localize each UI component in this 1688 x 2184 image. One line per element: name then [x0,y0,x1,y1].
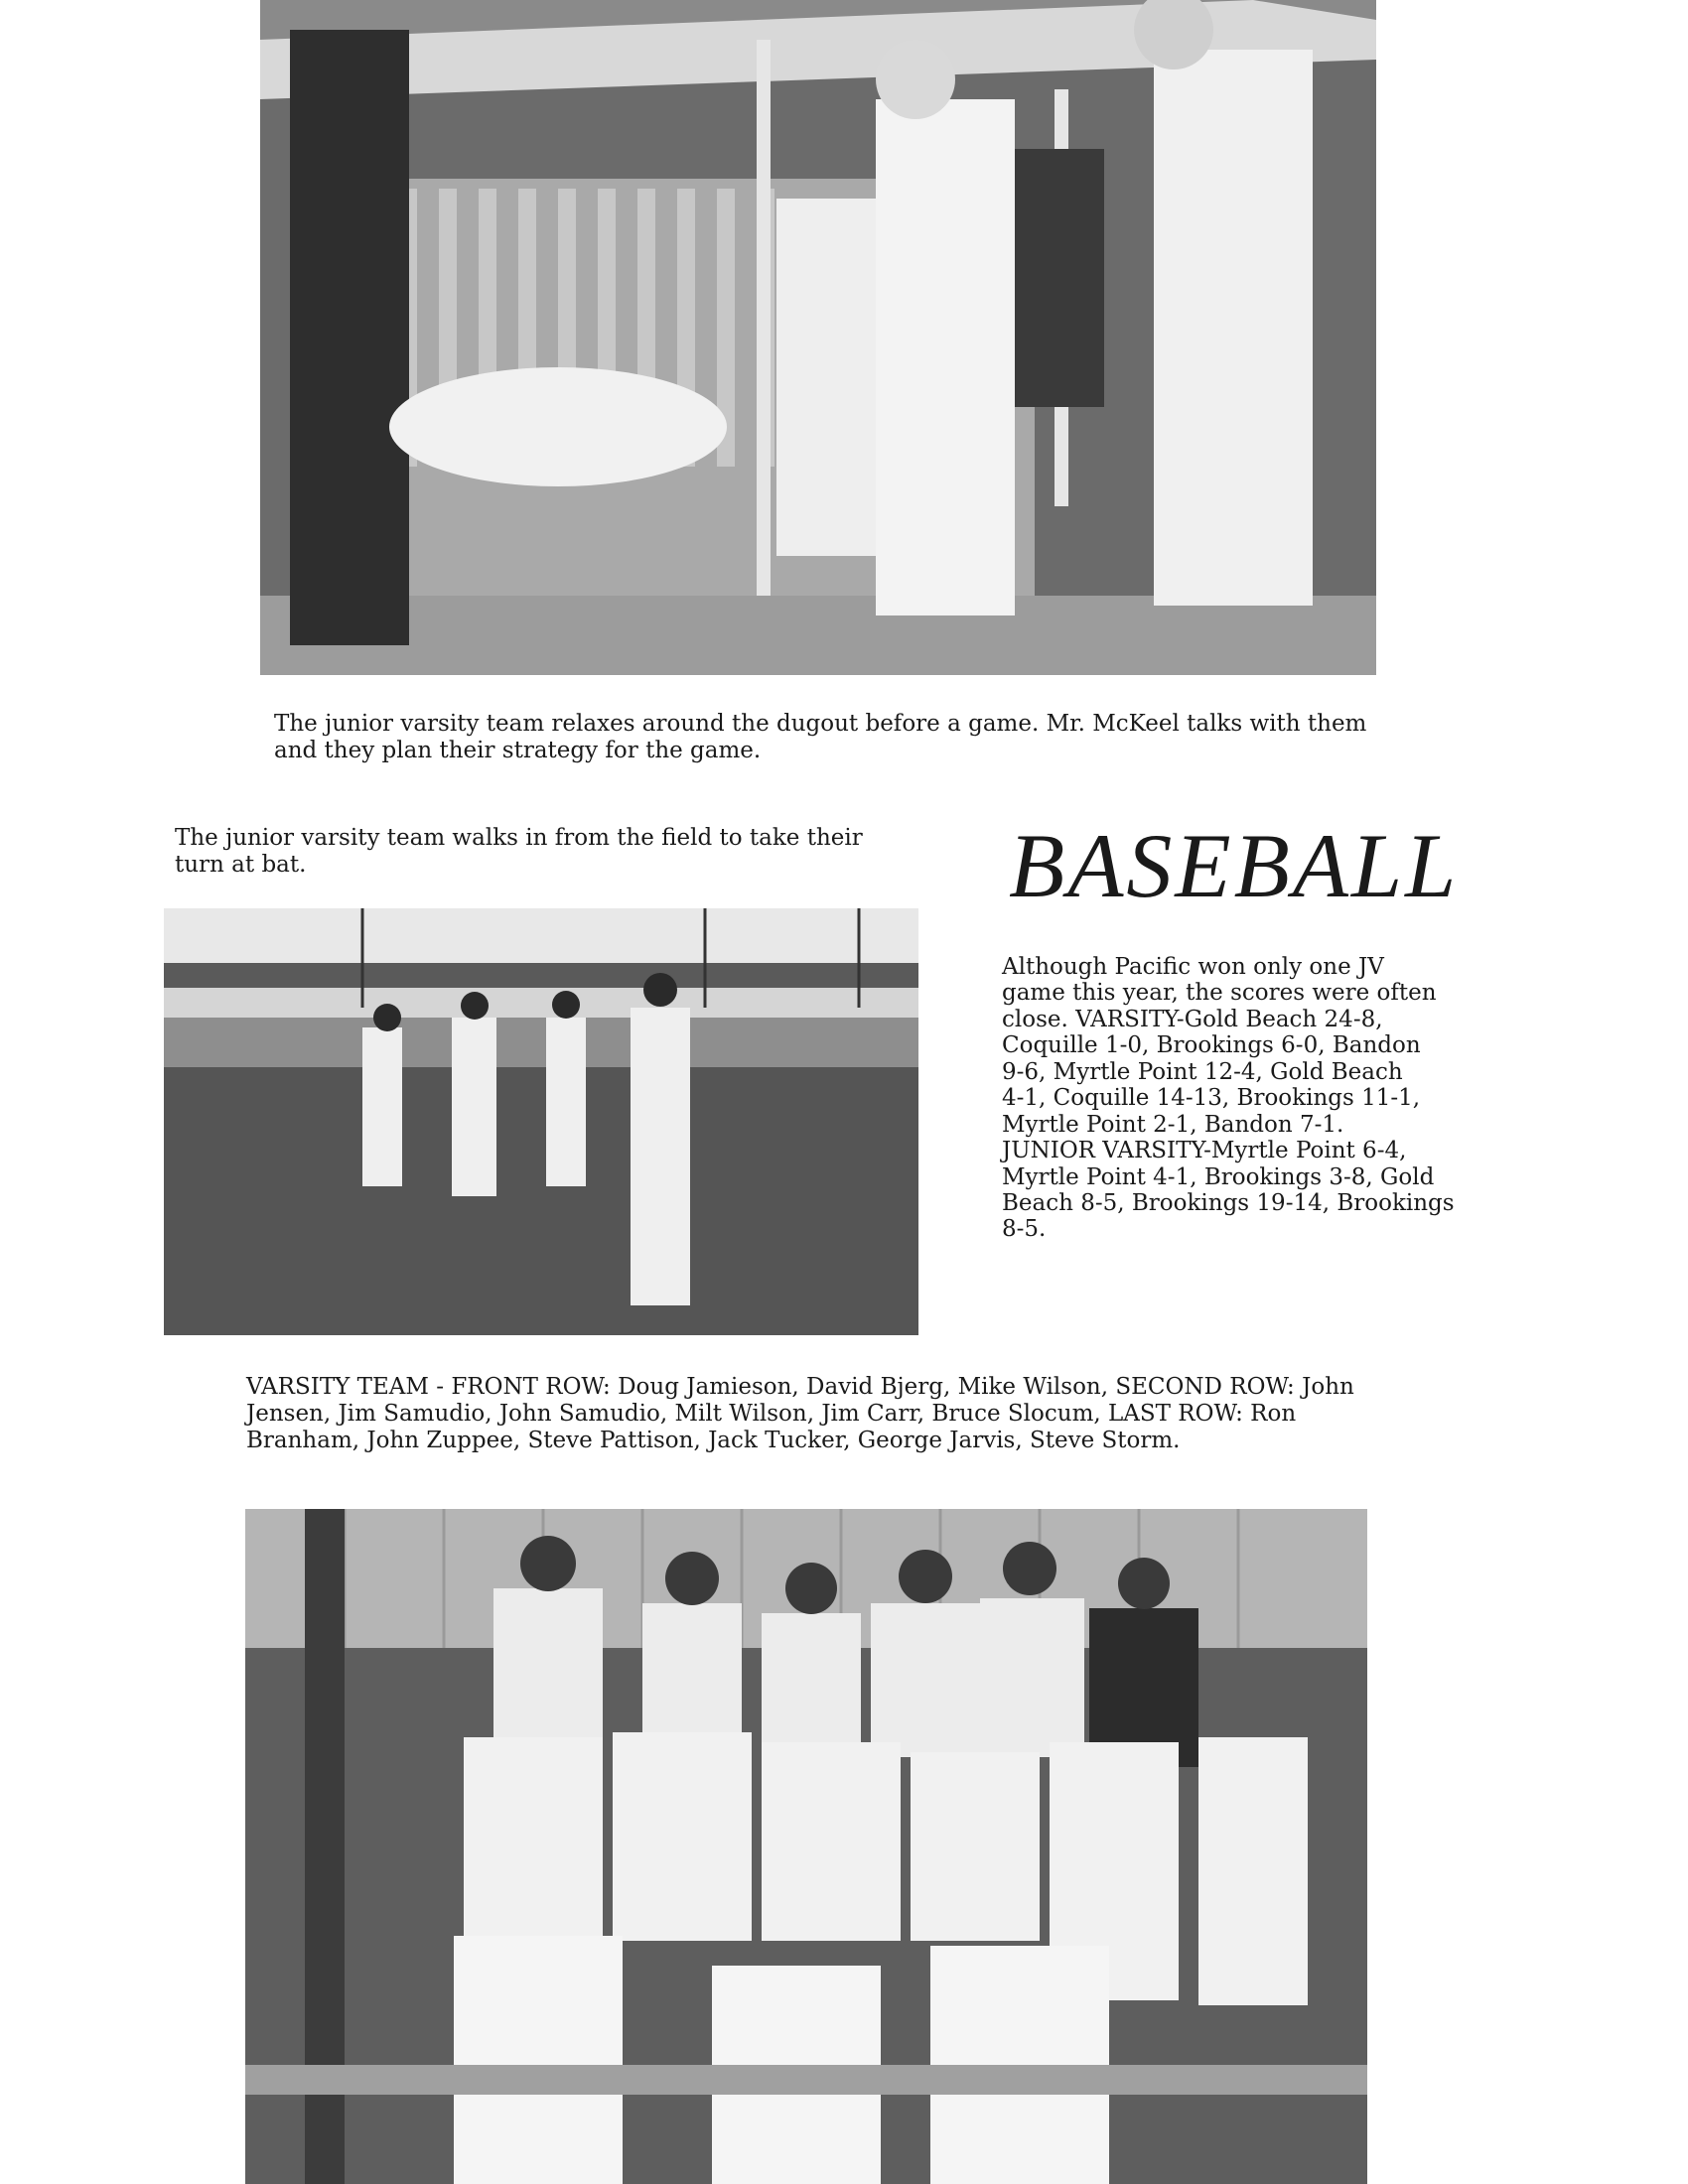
summary-line: Coquille 1-0, Brookings 6-0, Bandon [1002,1032,1421,1059]
walk-photo [164,908,918,1335]
summary-line: JUNIOR VARSITY-Myrtle Point 6-4, [1002,1138,1407,1164]
summary-line: close. VARSITY-Gold Beach 24-8, [1002,1006,1383,1032]
summary-line: game this year, the scores were often [1002,980,1437,1007]
walk-caption: The junior varsity team walks in from the field to take their turn at bat. [175,825,863,878]
varsity-team-caption: VARSITY TEAM - FRONT ROW: Doug Jamieson, David Bjerg, Mike Wilson, SECOND ROW: John Jensen, Jim Samudio, John Samudio, Milt Wilson, Jim Carr, Bruce Slocum, LAST ROW: Ron Branham, John Zuppee, Steve Pattison, Jack Tucker, George Jarvis, Steve Storm. [246,1374,1354,1453]
section-title: BASEBALL [1009,815,1460,916]
walk-photo-art [164,908,918,1335]
team-photo-art [245,1509,1367,2184]
summary-line: 4-1, Coquille 14-13, Brookings 11-1, [1002,1085,1421,1112]
summary-line: 8-5. [1002,1216,1047,1243]
season-summary [1002,954,1498,1243]
summary-line: 9-6, Myrtle Point 12-4, Gold Beach [1002,1058,1403,1085]
dugout-caption: The junior varsity team relaxes around the dugout before a game. Mr. McKeel talks with them and they plan their strategy for the game. [274,711,1367,763]
team-photo [245,1509,1367,2184]
dugout-photo-art [260,0,1376,675]
summary-line: Beach 8-5, Brookings 19-14, Brookings [1002,1189,1455,1216]
summary-line: Although Pacific won only one JV [1002,954,1384,980]
summary-line: Myrtle Point 4-1, Brookings 3-8, Gold [1002,1163,1435,1190]
summary-line: Myrtle Point 2-1, Bandon 7-1. [1002,1111,1344,1138]
dugout-photo [260,0,1376,675]
